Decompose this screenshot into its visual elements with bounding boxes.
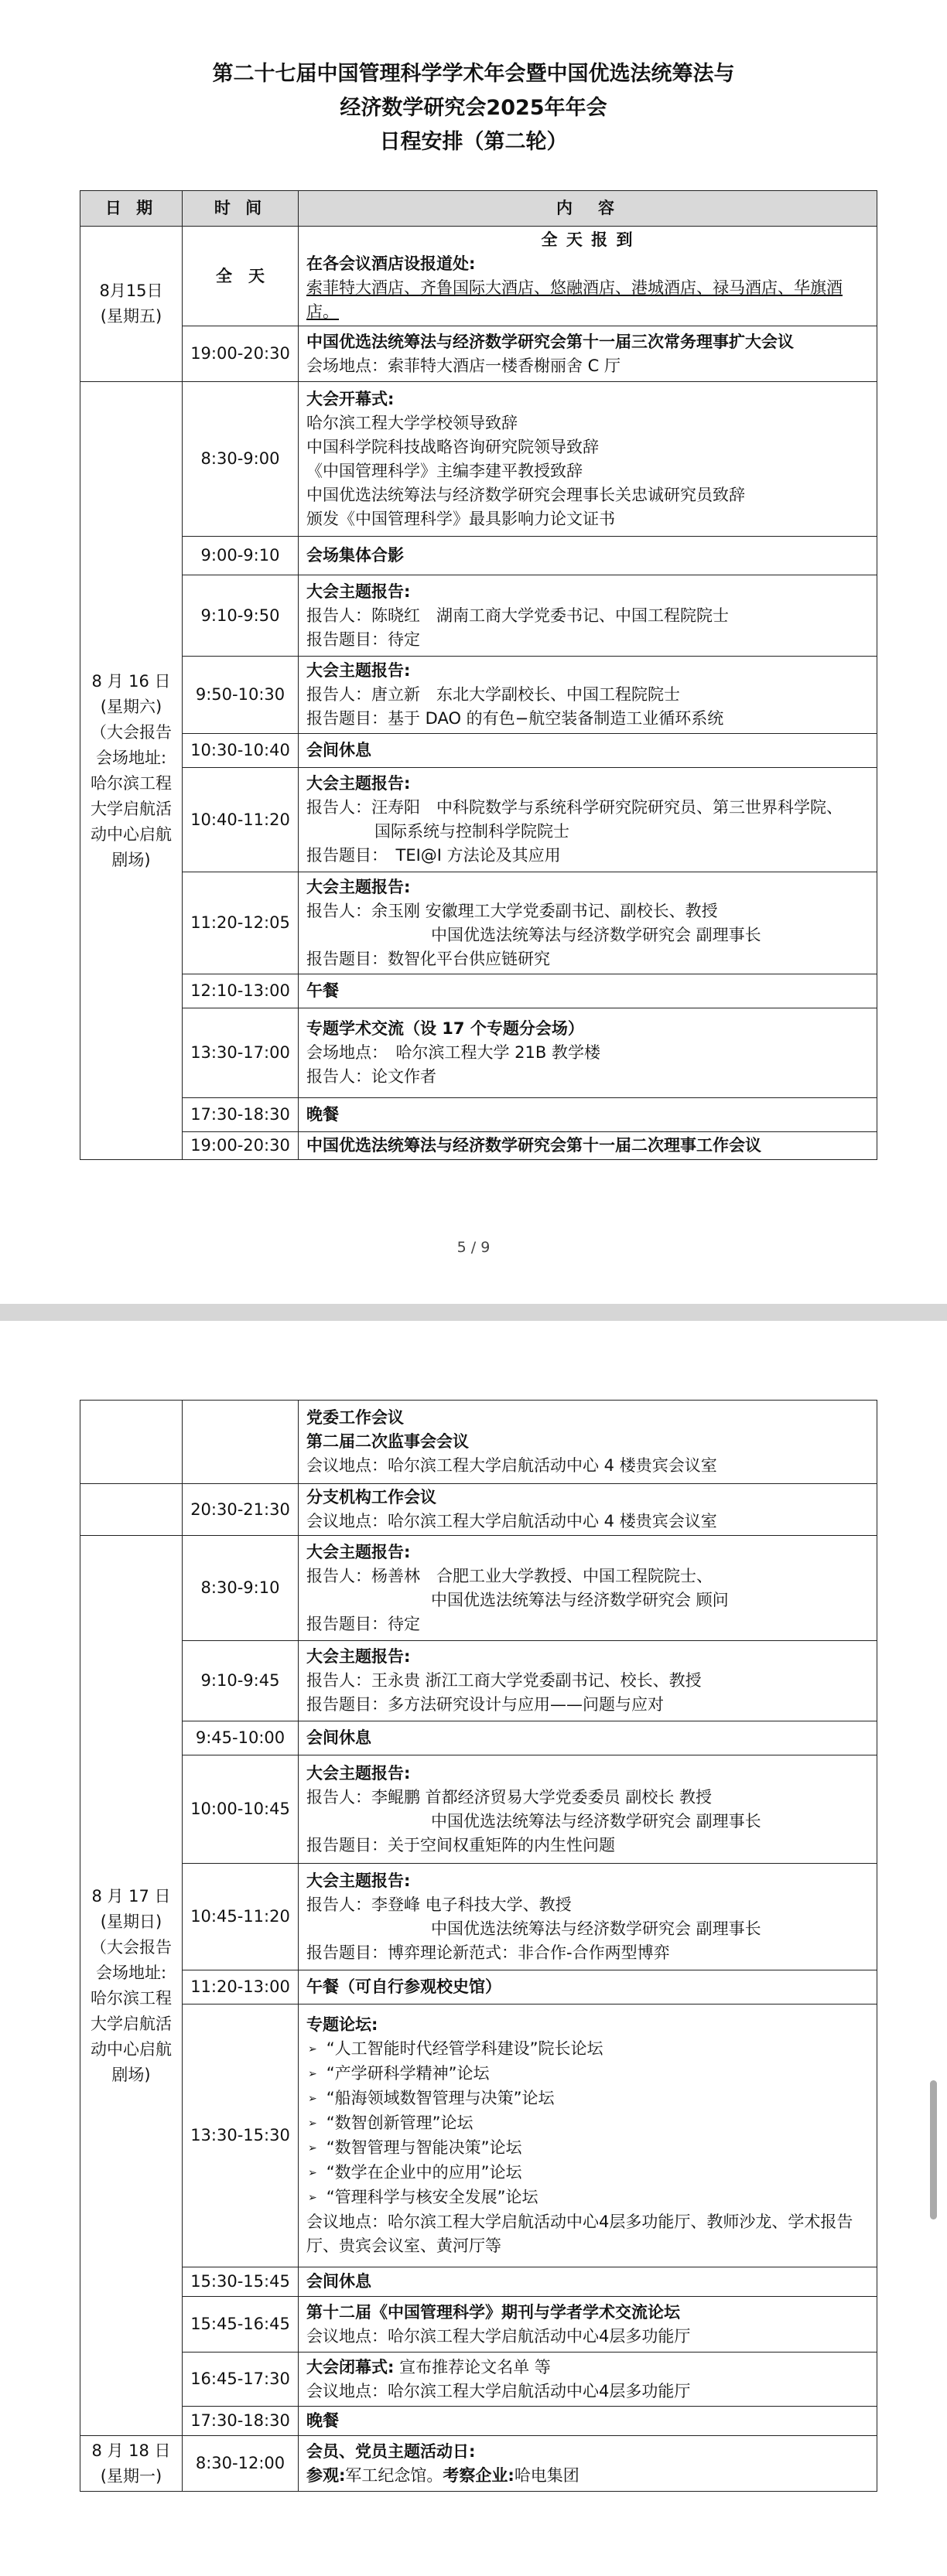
date-line: (星期一) — [100, 2466, 162, 2486]
session-title: 大会闭幕式: — [306, 2357, 395, 2376]
visit-label: 参观: — [306, 2465, 346, 2485]
table-row — [80, 1755, 877, 1864]
time-cell: 9:00-9:10 — [183, 537, 299, 575]
time-cell: 8:30-12:00 — [183, 2436, 299, 2492]
date-line: 剧场) — [111, 2065, 151, 2084]
content-cell: 会场集体合影 — [299, 537, 877, 575]
header-date: 日 期 — [80, 191, 183, 227]
table-row — [80, 2267, 877, 2297]
table-row — [80, 2297, 877, 2353]
table-row — [80, 575, 877, 657]
time-cell: 9:10-9:50 — [183, 575, 299, 657]
date-line: （大会报告 — [91, 1937, 172, 1957]
session-title: 专题学术交流（设 17 个专题分会场） — [306, 1019, 584, 1038]
date-cell-aug16 — [80, 382, 183, 1160]
content-cell — [299, 1755, 877, 1864]
time-cell: 全 天 — [183, 227, 299, 326]
time-cell: 10:45-11:20 — [183, 1864, 299, 1970]
session-venue: 会议地点：哈尔滨工程大学启航活动中心4层多功能厅 — [306, 2326, 691, 2346]
reporter: 报告人：余玉刚 安徽理工大学党委副书记、副校长、教授 — [306, 901, 718, 920]
time-cell: 10:30-10:40 — [183, 734, 299, 768]
time-cell: 9:45-10:00 — [183, 1721, 299, 1755]
session-venue: 会议地点：哈尔滨工程大学启航活动中心4层多功能厅、教师沙龙、学术报告 — [306, 2213, 853, 2231]
content-cell — [299, 326, 877, 382]
forum-item: ➢ “数智创新管理”论坛 — [306, 2111, 869, 2136]
reporter-cont: 中国优选法统筹法与经济数学研究会 顾问 — [431, 1590, 729, 1609]
table-row — [80, 2436, 877, 2492]
date-line: 8 月 16 日 — [91, 671, 171, 691]
session-venue-cont: 厅、贵宾会议室、黄河厅等 — [306, 2237, 501, 2255]
agenda-line: 中国优选法统筹法与经济数学研究会理事长关忠诚研究员致辞 — [306, 485, 745, 504]
time-cell: 11:20-13:00 — [183, 1970, 299, 2005]
session-title: 大会主题报告: — [306, 1647, 411, 1666]
date-line: 哈尔滨工程 — [91, 773, 172, 793]
session-title: 大会主题报告: — [306, 877, 411, 896]
time-cell: 20:30-21:30 — [183, 1484, 299, 1536]
session-title: 专题论坛: — [306, 2015, 378, 2034]
table-row — [80, 227, 877, 326]
table-row — [80, 1721, 877, 1755]
content-cell: 午餐 — [299, 974, 877, 1008]
report-topic: 报告题目：关于空间权重矩阵的内生性问题 — [306, 1835, 615, 1854]
reporter-cont: 国际系统与控制科学院院士 — [374, 822, 569, 841]
session-title: 大会主题报告: — [306, 1542, 411, 1561]
session-title: 全 天 报 到 — [541, 230, 634, 249]
agenda-line: 《中国管理科学》主编李建平教授致辞 — [306, 461, 583, 480]
report-topic: 报告题目：基于 DAO 的有色−航空装备制造工业循环系统 — [306, 709, 724, 728]
content-cell: 会间休息 — [299, 2267, 877, 2297]
table-row — [80, 768, 877, 872]
date-line: 8月15日 — [99, 281, 163, 300]
date-line: 动中心启航 — [91, 2039, 172, 2059]
reporter: 报告人：论文作者 — [306, 1067, 436, 1086]
scrollbar-thumb[interactable] — [930, 2080, 937, 2219]
time-cell: 13:30-15:30 — [183, 2005, 299, 2267]
content-cell — [299, 1864, 877, 1970]
content-cell: 中国优选法统筹法与经济数学研究会第十一届二次理事工作会议 — [299, 1132, 877, 1160]
content-cell — [299, 1536, 877, 1641]
content-cell — [299, 1008, 877, 1098]
report-topic: 报告题目：数智化平台供应链研究 — [306, 949, 550, 968]
doc-title-line-3: 日程安排（第二轮） — [379, 130, 568, 154]
table-row — [80, 1401, 877, 1484]
reporter-cont: 中国优选法统筹法与经济数学研究会 副理事长 — [431, 925, 761, 944]
session-title: 大会主题报告: — [306, 1871, 411, 1890]
content-cell — [299, 382, 877, 537]
date-cell-empty — [80, 1401, 183, 1484]
content-cell — [299, 1641, 877, 1721]
session-venue: 会议地点：哈尔滨工程大学启航活动中心4层多功能厅 — [306, 2381, 691, 2400]
date-line: (星期五) — [100, 307, 162, 326]
forum-item: ➢ “船海领域数智管理与决策”论坛 — [306, 2086, 869, 2111]
date-cell-aug15 — [80, 227, 183, 382]
session-title: 第十二届《中国管理科学》期刊与学者学术交流论坛 — [306, 2302, 680, 2322]
session-title: 党委工作会议 — [306, 1408, 404, 1427]
visit-value: 军工纪念馆。 — [345, 2465, 443, 2485]
session-venue: 会场地点：索菲特大酒店一楼香榭丽舍 C 厅 — [306, 356, 621, 375]
session-venue: 会场地点： 哈尔滨工程大学 21B 教学楼 — [306, 1043, 600, 1062]
date-line: 8 月 18 日 — [91, 2441, 171, 2460]
doc-title-line-1: 第二十七届中国管理科学学术年会暨中国优选法统筹法与 — [212, 62, 735, 86]
date-line: （大会报告 — [91, 722, 172, 742]
date-line: 大学启航活 — [91, 799, 172, 818]
reporter-cont: 中国优选法统筹法与经济数学研究会 副理事长 — [431, 1919, 761, 1938]
reporter: 报告人：李登峰 电子科技大学、教授 — [306, 1895, 572, 1914]
time-cell: 12:10-13:00 — [183, 974, 299, 1008]
session-title: 大会主题报告: — [306, 1763, 411, 1783]
table-row — [80, 382, 877, 537]
agenda-line: 中国科学院科技战略咨询研究院领导致辞 — [306, 437, 599, 456]
session-title: 第二届二次监事会会议 — [306, 1432, 469, 1451]
inspect-label: 考察企业: — [443, 2465, 515, 2485]
session-detail: 宣布推荐论文名单 等 — [394, 2357, 551, 2376]
time-cell-empty — [183, 1401, 299, 1484]
time-cell: 19:00-20:30 — [183, 326, 299, 382]
content-cell: 晚餐 — [299, 2407, 877, 2436]
session-title: 会员、党员主题活动日: — [306, 2441, 476, 2461]
forum-item: ➢ “管理科学与核安全发展”论坛 — [306, 2185, 869, 2210]
table-header-row — [80, 191, 877, 227]
time-cell: 17:30-18:30 — [183, 1098, 299, 1132]
content-cell — [299, 2297, 877, 2353]
session-venue: 会议地点：哈尔滨工程大学启航活动中心 4 楼贵宾会议室 — [306, 1456, 717, 1475]
time-cell: 11:20-12:05 — [183, 872, 299, 974]
date-line: 动中心启航 — [91, 824, 172, 844]
schedule-table-2 — [80, 1400, 877, 2492]
reporter: 报告人：唐立新 东北大学副校长、中国工程院院士 — [306, 685, 680, 704]
reporter: 报告人：杨善林 合肥工业大学教授、中国工程院院士、 — [306, 1566, 713, 1585]
session-title: 大会主题报告: — [306, 582, 411, 601]
date-line: 会场地址: — [95, 748, 167, 767]
content-cell — [299, 2353, 877, 2407]
table-row — [80, 1098, 877, 1132]
table-row — [80, 1484, 877, 1536]
table-row — [80, 1864, 877, 1970]
schedule-table-1 — [80, 190, 877, 1160]
date-line: 剧场) — [111, 850, 151, 869]
table-row — [80, 1132, 877, 1160]
content-cell: 午餐（可自行参观校史馆） — [299, 1970, 877, 2005]
table-row — [80, 1008, 877, 1098]
table-row — [80, 2005, 877, 2267]
date-line: 大学启航活 — [91, 2014, 172, 2033]
content-cell — [299, 872, 877, 974]
table-row — [80, 1970, 877, 2005]
table-row — [80, 2353, 877, 2407]
time-cell: 10:00-10:45 — [183, 1755, 299, 1864]
report-topic: 报告题目：待定 — [306, 1614, 420, 1633]
time-cell: 17:30-18:30 — [183, 2407, 299, 2436]
session-title: 大会主题报告: — [306, 774, 411, 793]
reporter: 报告人：王永贵 浙江工商大学党委副书记、校长、教授 — [306, 1671, 702, 1690]
date-line: (星期六) — [100, 697, 162, 716]
report-topic: 报告题目： TEI@I 方法论及其应用 — [306, 846, 561, 865]
time-cell: 10:40-11:20 — [183, 768, 299, 872]
hotel-list: 索菲特大酒店、齐鲁国际大酒店、悠融酒店、港城酒店、禄马酒店、华旗酒店。 — [306, 278, 843, 321]
reporter: 报告人：李鲲鹏 首都经济贸易大学党委委员 副校长 教授 — [306, 1787, 713, 1807]
report-topic: 报告题目：多方法研究设计与应用——问题与应对 — [306, 1695, 664, 1714]
table-row — [80, 326, 877, 382]
session-title: 大会开幕式: — [306, 389, 395, 408]
header-content: 内 容 — [299, 191, 877, 227]
content-cell — [299, 2005, 877, 2267]
content-cell: 晚餐 — [299, 1098, 877, 1132]
content-cell — [299, 227, 877, 326]
page-separator — [0, 1304, 947, 1321]
table-row — [80, 2407, 877, 2436]
table-row — [80, 1641, 877, 1721]
table-row — [80, 537, 877, 575]
inspect-value: 哈电集团 — [514, 2465, 579, 2485]
page-number: 5 / 9 — [456, 1239, 491, 1256]
time-cell: 13:30-17:00 — [183, 1008, 299, 1098]
content-cell — [299, 1401, 877, 1484]
session-title: 中国优选法统筹法与经济数学研究会第十一届三次常务理事扩大会议 — [306, 332, 794, 351]
time-cell: 15:45-16:45 — [183, 2297, 299, 2353]
forum-item: ➢ “产学研科学精神”论坛 — [306, 2062, 869, 2086]
time-cell: 19:00-20:30 — [183, 1132, 299, 1160]
session-title: 分支机构工作会议 — [306, 1488, 436, 1506]
table-row — [80, 1536, 877, 1641]
agenda-line: 哈尔滨工程大学学校领导致辞 — [306, 413, 518, 432]
table-row — [80, 872, 877, 974]
date-cell-aug17 — [80, 1536, 183, 2436]
page-2 — [0, 1321, 947, 2576]
forum-item: ➢ “数智管理与智能决策”论坛 — [306, 2136, 869, 2161]
date-line: (星期日) — [100, 1912, 162, 1931]
session-venue: 会议地点：哈尔滨工程大学启航活动中心 4 楼贵宾会议室 — [306, 1512, 717, 1530]
content-cell: 会间休息 — [299, 1721, 877, 1755]
time-cell: 16:45-17:30 — [183, 2353, 299, 2407]
forum-item: ➢ “人工智能时代经管学科建设”院长论坛 — [306, 2037, 869, 2062]
date-cell-empty — [80, 1484, 183, 1536]
table-row — [80, 974, 877, 1008]
content-cell — [299, 2436, 877, 2492]
date-line: 8 月 17 日 — [91, 1886, 171, 1906]
content-cell — [299, 575, 877, 657]
report-topic: 报告题目：待定 — [306, 629, 420, 649]
doc-title-line-2: 经济数学研究会2025年年会 — [340, 96, 607, 120]
content-cell — [299, 1484, 877, 1536]
reporter-cont: 中国优选法统筹法与经济数学研究会 副理事长 — [431, 1811, 761, 1830]
time-cell: 8:30-9:10 — [183, 1536, 299, 1641]
report-topic: 报告题目：博弈理论新范式：非合作-合作两型博弈 — [306, 1943, 670, 1962]
forum-item: ➢ “数学在企业中的应用”论坛 — [306, 2161, 869, 2185]
table-row — [80, 657, 877, 734]
time-cell: 15:30-15:45 — [183, 2267, 299, 2297]
table-row — [80, 734, 877, 768]
content-cell: 会间休息 — [299, 734, 877, 768]
header-time: 时 间 — [183, 191, 299, 227]
time-cell: 9:50-10:30 — [183, 657, 299, 734]
date-cell-aug18 — [80, 2436, 183, 2492]
content-cell — [299, 768, 877, 872]
time-cell: 9:10-9:45 — [183, 1641, 299, 1721]
content-cell — [299, 657, 877, 734]
reporter: 报告人：陈晓红 湖南工商大学党委书记、中国工程院院士 — [306, 606, 729, 625]
session-title: 大会主题报告: — [306, 661, 411, 680]
date-line: 哈尔滨工程 — [91, 1988, 172, 2008]
agenda-line: 颁发《中国管理科学》最具影响力论文证书 — [306, 509, 615, 528]
time-cell: 8:30-9:00 — [183, 382, 299, 537]
date-line: 会场地址: — [95, 1963, 167, 1982]
reporter: 报告人：汪寿阳 中科院数学与系统科学研究院研究员、第三世界科学院、 — [306, 798, 843, 817]
session-subtitle: 在各会议酒店设报道处: — [306, 254, 476, 273]
